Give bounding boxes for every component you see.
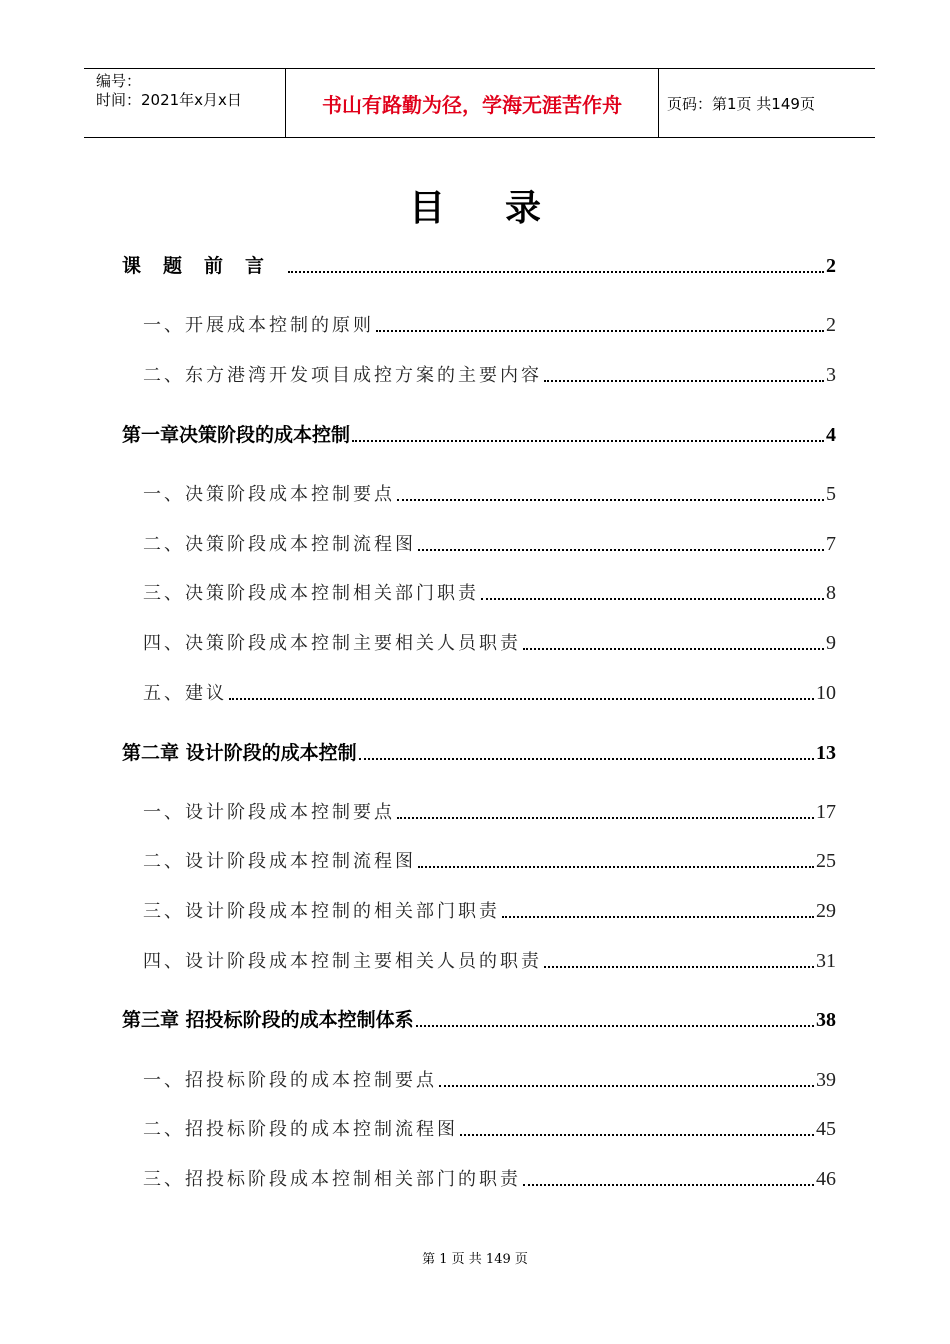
- header-meta: [84, 69, 286, 137]
- header-page-info: [659, 69, 875, 137]
- toc-entry-page: 25: [816, 850, 836, 872]
- toc-leader-dots: [460, 1133, 814, 1136]
- toc-entry[interactable]: [0, 943, 950, 973]
- toc-entry[interactable]: [0, 675, 950, 705]
- toc-entry-label: 二、决策阶段成本控制流程图: [143, 534, 416, 555]
- toc-leader-dots: [481, 597, 824, 600]
- toc-entry-label: 一、招投标阶段的成本控制要点: [143, 1070, 437, 1091]
- toc-entry-label: 第三章 招投标阶段的成本控制体系: [122, 1009, 414, 1031]
- page-footer: 第 1 页 共 149 页: [422, 1252, 528, 1267]
- toc-entry-label: 四、决策阶段成本控制主要相关人员职责: [143, 633, 521, 654]
- toc-entry[interactable]: [0, 843, 950, 873]
- toc-leader-dots: [523, 1183, 814, 1186]
- number-label: 编号：: [96, 72, 142, 90]
- toc-entry[interactable]: [0, 735, 950, 765]
- page-info-text: 页码：第1页 共149页: [667, 94, 815, 113]
- toc-entry-label: 第二章 设计阶段的成本控制: [122, 742, 357, 764]
- toc-leader-dots: [523, 647, 824, 650]
- toc-entry-page: 2: [826, 255, 836, 277]
- toc-entry-page: 39: [816, 1069, 836, 1091]
- toc-entry-label: 二、招投标阶段的成本控制流程图: [143, 1119, 458, 1140]
- toc-leader-dots: [418, 548, 824, 551]
- toc-entry[interactable]: [0, 1111, 950, 1141]
- toc-entry-page: 4: [826, 424, 836, 446]
- toc-leader-dots: [502, 915, 814, 918]
- toc-entry-page: 7: [826, 533, 836, 555]
- toc-entry[interactable]: [0, 1062, 950, 1092]
- toc-leader-dots: [416, 1024, 814, 1027]
- toc-leader-dots: [397, 816, 814, 819]
- toc-leader-dots: [359, 757, 814, 760]
- toc-entry[interactable]: [0, 526, 950, 556]
- time-label: 时间：2021年x月x日: [96, 91, 242, 109]
- toc-entry-label: 第一章决策阶段的成本控制: [122, 424, 351, 446]
- toc-entry-page: 10: [816, 682, 836, 704]
- toc-entry-label: 四、设计阶段成本控制主要相关人员的职责: [143, 951, 542, 972]
- toc-entry-label: 三、决策阶段成本控制相关部门职责: [143, 583, 479, 604]
- toc-entry-page: 46: [816, 1168, 836, 1190]
- toc-entry[interactable]: [0, 357, 950, 387]
- toc-entry[interactable]: [0, 307, 950, 337]
- toc-entry-label: 三、招投标阶段成本控制相关部门的职责: [143, 1169, 521, 1190]
- motto-text: 书山有路勤为径，学海无涯苦作舟: [322, 92, 622, 117]
- toc-entry-label: 五、建议: [143, 683, 227, 704]
- toc-entry-page: 38: [816, 1009, 836, 1031]
- toc-leader-dots: [544, 965, 814, 968]
- toc-entry[interactable]: [0, 476, 950, 506]
- page-header: [84, 68, 875, 138]
- toc-leader-dots: [288, 270, 824, 273]
- toc-entry-label: 二、设计阶段成本控制流程图: [143, 851, 416, 872]
- toc-entry[interactable]: [0, 417, 950, 447]
- toc-entry[interactable]: [0, 794, 950, 824]
- toc-leader-dots: [397, 498, 824, 501]
- toc-entry-page: 45: [816, 1118, 836, 1140]
- toc-entry-page: 31: [816, 950, 836, 972]
- toc-entry[interactable]: [0, 625, 950, 655]
- toc-entry[interactable]: [0, 1002, 950, 1032]
- toc-entry[interactable]: [0, 893, 950, 923]
- toc-leader-dots: [229, 697, 814, 700]
- toc-leader-dots: [352, 439, 824, 442]
- toc-entry-page: 8: [826, 582, 836, 604]
- toc-entry-page: 3: [826, 364, 836, 386]
- toc-entry-page: 5: [826, 483, 836, 505]
- toc-entry-page: 17: [816, 801, 836, 823]
- toc-entry-page: 13: [816, 742, 836, 764]
- toc-entry-label: 二、东方港湾开发项目成控方案的主要内容: [143, 365, 542, 386]
- page-title: 目录: [408, 188, 601, 229]
- toc-leader-dots: [418, 865, 814, 868]
- toc-entry-label: 一、开展成本控制的原则: [143, 315, 374, 336]
- header-motto-cell: [286, 69, 659, 137]
- toc-entry[interactable]: [0, 1161, 950, 1191]
- toc-entry[interactable]: [0, 248, 950, 278]
- toc-entry-label: 三、设计阶段成本控制的相关部门职责: [143, 901, 500, 922]
- toc-leader-dots: [439, 1084, 814, 1087]
- toc-entry-label: 一、决策阶段成本控制要点: [143, 484, 395, 505]
- toc-entry-page: 29: [816, 900, 836, 922]
- toc-entry-page: 9: [826, 632, 836, 654]
- toc-entry-page: 2: [826, 314, 836, 336]
- toc-entry-label: 一、设计阶段成本控制要点: [143, 802, 395, 823]
- toc-leader-dots: [376, 329, 824, 332]
- toc-entry[interactable]: [0, 575, 950, 605]
- toc-entry-label: 课题前言: [122, 255, 287, 277]
- toc-leader-dots: [544, 379, 824, 382]
